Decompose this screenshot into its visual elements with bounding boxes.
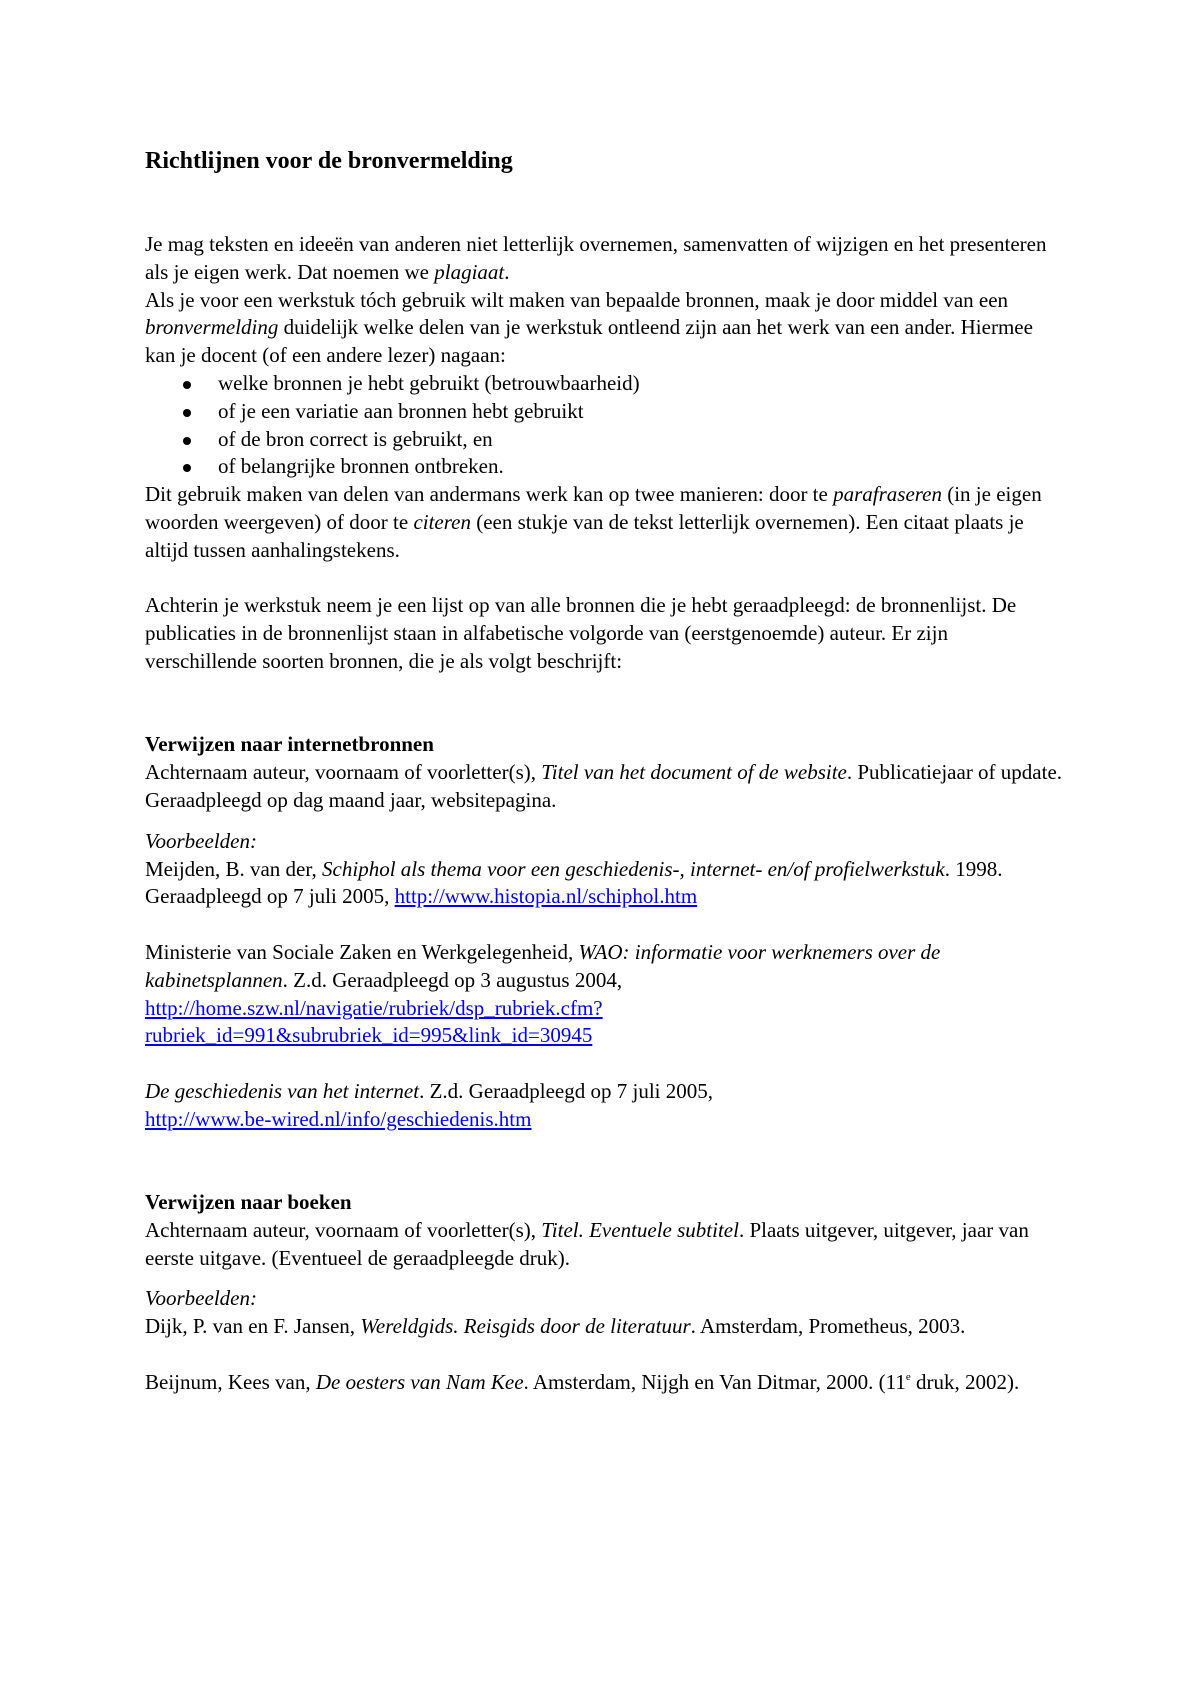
bullet-list [145, 370, 1065, 481]
intro-text: (in je eigen woorden weergeven) of door te [145, 482, 1042, 534]
section-heading-internet: Verwijzen naar internetbronnen [145, 732, 434, 757]
reference-text: Beijnum, Kees van, [145, 1369, 316, 1394]
reference-text: . Amsterdam, Prometheus, 2003. [690, 1314, 966, 1339]
document-body [145, 146, 1065, 1397]
intro-text: Als je voor een werkstuk tóch gebruik wilt maken van bepaalde bronnen, maak je door middel van een [145, 287, 1009, 312]
format-title: Titel. Eventuele subtitel [541, 1217, 739, 1242]
reference-title: De oesters van Nam Kee [315, 1369, 524, 1394]
intro-paragraph-citeren [145, 481, 1065, 564]
term-parafraseren: parafraseren [833, 482, 942, 507]
format-title: Titel van het document of de website [541, 760, 847, 785]
list-item [145, 370, 1065, 398]
intro-paragraph-plagiaat [145, 231, 1065, 287]
internet-example-2 [145, 939, 1065, 1050]
books-format [145, 1217, 1065, 1273]
term-citeren: citeren [413, 509, 471, 534]
intro-text: . [504, 259, 510, 284]
list-item-text: of de bron correct is gebruikt, en [218, 426, 493, 451]
intro-text: duidelijk welke delen van je werkstuk ontleend zijn aan het werk van een ander. Hiermee kan je docent (of een andere lezer) nagaan: [145, 315, 1033, 368]
link-histopia[interactable]: http://www.histopia.nl/schiphol.htm [394, 884, 698, 909]
format-text: . Publicatiejaar of update. Geraadpleegd op dag maand jaar, websitepagina. [145, 760, 1063, 812]
reference-title: Schiphol als thema voor een geschiedenis-, internet- en/of profielwerkstuk [322, 856, 945, 881]
link-szw[interactable] [145, 996, 603, 1048]
intro-paragraph-bronnenlijst: Achterin je werkstuk neem je een lijst op van alle bronnen die je hebt geraadpleegd: de bronnenlijst. De publicaties in de bronnenlijst staan in alfabetische volgorde van (eerstgenoemde) auteur. Er zijn verschillende soorten bronnen, die je als volgt beschrijft: [145, 593, 1017, 673]
reference-text: Meijden, B. van der, [145, 856, 323, 881]
intro-text: Dit gebruik maken van delen van andermans werk kan op twee manieren: door te [145, 482, 834, 507]
internet-format [145, 759, 1065, 815]
bullet-icon [183, 381, 191, 389]
term-plagiaat: plagiaat [434, 259, 505, 284]
books-example-1 [145, 1313, 1065, 1341]
reference-text: druk, 2002). [910, 1369, 1020, 1394]
bullet-icon [183, 409, 191, 417]
section-heading-books: Verwijzen naar boeken [145, 1190, 352, 1215]
term-bronvermelding: bronvermelding [145, 315, 279, 340]
bullet-icon [183, 437, 191, 445]
reference-text: . Amsterdam, Nijgh en Van Ditmar, 2000. (11 [523, 1369, 906, 1394]
internet-examples-label [145, 828, 1065, 856]
reference-text: . Z.d. Geraadpleegd op 7 juli 2005, [419, 1078, 714, 1103]
list-item-text: of belangrijke bronnen ontbreken. [218, 454, 504, 479]
page-title: Richtlijnen voor de bronvermelding [145, 148, 513, 174]
books-examples-label [145, 1285, 1065, 1313]
reference-text: . Z.d. Geraadpleegd op 3 augustus 2004, [282, 967, 623, 992]
format-text: Achternaam auteur, voornaam of voorletter(s), [145, 1217, 542, 1242]
reference-title: Wereldgids. Reisgids door de literatuur [360, 1314, 691, 1339]
link-szw-line-2[interactable]: rubriek_id=991&subrubriek_id=995&link_id=30945 [145, 1023, 593, 1048]
list-item-text: welke bronnen je hebt gebruikt (betrouwbaarheid) [218, 370, 640, 395]
list-item [145, 426, 1065, 454]
format-text: Achternaam auteur, voornaam of voorletter(s), [145, 760, 542, 785]
bullet-icon [183, 464, 191, 472]
reference-title: De geschiedenis van het internet [145, 1078, 420, 1103]
reference-text: Ministerie van Sociale Zaken en Werkgelegenheid, [145, 939, 579, 964]
books-example-2 [145, 1369, 1065, 1397]
reference-title: WAO: informatie voor werknemers over de kabinetsplannen [145, 939, 941, 992]
list-item [145, 398, 1065, 426]
internet-example-1 [145, 856, 1065, 912]
intro-text: (een stukje van de tekst letterlijk overnemen). Een citaat plaats je altijd tussen aanhalingstekens. [145, 509, 1024, 562]
format-text: . Plaats uitgever, uitgever, jaar van eerste uitgave. (Eventueel de geraadpleegde druk). [145, 1217, 1029, 1270]
list-item-text: of je een variatie aan bronnen hebt gebruikt [218, 398, 584, 423]
superscript: e [905, 1370, 911, 1383]
reference-text: Dijk, P. van en F. Jansen, [145, 1314, 361, 1339]
examples-label: Voorbeelden: [145, 828, 257, 853]
list-item [145, 453, 1065, 481]
intro-text: Je mag teksten en ideeën van anderen niet letterlijk overnemen, samenvatten of wijzigen en het presenteren als je eigen werk. Dat noemen we [145, 232, 1047, 284]
link-szw-line-1[interactable]: http://home.szw.nl/navigatie/rubriek/dsp_rubriek.cfm? [145, 995, 603, 1020]
reference-text: . 1998. Geraadpleegd op 7 juli 2005, [145, 856, 1003, 909]
link-be-wired[interactable]: http://www.be-wired.nl/info/geschiedenis.htm [145, 1106, 532, 1131]
internet-example-3 [145, 1078, 1065, 1134]
intro-paragraph-bronvermelding [145, 287, 1065, 370]
examples-label: Voorbeelden: [145, 1286, 257, 1311]
